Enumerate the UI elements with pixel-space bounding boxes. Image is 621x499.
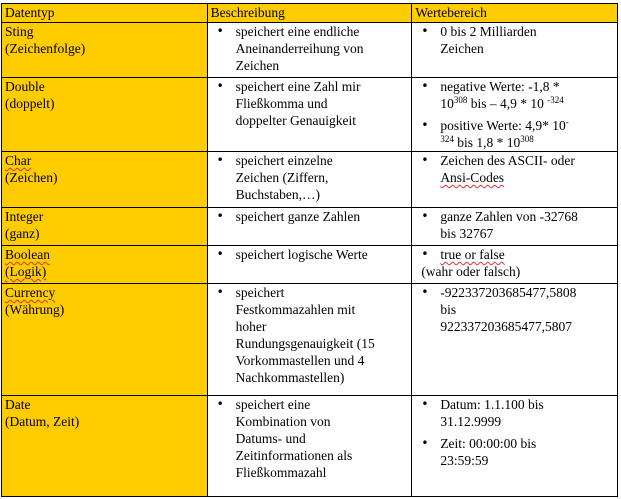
type-translation: (Datum, Zeit) bbox=[5, 414, 80, 429]
type-cell bbox=[2, 23, 208, 78]
description-cell bbox=[207, 23, 412, 78]
description-item: • speichert einzelne Zeichen (Ziffern, Buchstaben,…) bbox=[211, 152, 409, 203]
type-translation: (Währung) bbox=[5, 302, 65, 317]
range-cell bbox=[412, 152, 618, 208]
description-list bbox=[211, 152, 409, 203]
description-item: • speichert ganze Zahlen bbox=[211, 208, 409, 225]
table-row-double bbox=[2, 78, 618, 152]
type-name: Date bbox=[5, 397, 31, 412]
description-item: • speichert Festkommazahlen mit hoher Rundungsgenauigkeit (15 Vorkommastellen und 4 Nachkommastellen) bbox=[211, 284, 409, 386]
type-translation: (Zeichenfolge) bbox=[5, 41, 86, 56]
description-list bbox=[211, 246, 409, 263]
range-item: • Zeichen des ASCII- oder Ansi-Codes bbox=[415, 152, 614, 186]
range-list bbox=[415, 246, 614, 263]
type-name: Sting bbox=[5, 24, 34, 39]
range-cell bbox=[412, 208, 618, 246]
range-list bbox=[415, 152, 614, 186]
range-item-negative: • negative Werte: -1,8 * $10^{308}$ bis – 4,9 * 10 $^{-324}$ bbox=[415, 78, 614, 112]
range-list bbox=[415, 208, 614, 242]
description-cell bbox=[207, 208, 412, 246]
type-cell bbox=[2, 152, 208, 208]
description-list bbox=[211, 23, 409, 74]
type-name: Currency bbox=[5, 285, 56, 300]
type-cell bbox=[2, 78, 208, 152]
table-row-currency bbox=[2, 284, 618, 396]
datatype-table bbox=[1, 3, 618, 497]
table-row-boolean bbox=[2, 246, 618, 284]
description-cell bbox=[207, 78, 412, 152]
range-item-time: • Zeit: 00:00:00 bis 23:59:59 bbox=[415, 435, 614, 469]
range-cell bbox=[412, 78, 618, 152]
range-item: • 0 bis 2 Milliarden Zeichen bbox=[415, 23, 614, 57]
range-item: • -922337203685477,5808 bis 922337203685477,5807 bbox=[415, 284, 614, 335]
type-name: Double bbox=[5, 79, 45, 94]
description-item: • speichert logische Werte bbox=[211, 246, 409, 263]
header-datentyp: Datentyp bbox=[2, 4, 208, 23]
range-cell bbox=[412, 23, 618, 78]
description-item: • speichert eine endliche Aneinanderreihung von Zeichen bbox=[211, 23, 409, 74]
range-cell bbox=[412, 246, 618, 284]
type-name: Char bbox=[5, 153, 32, 168]
range-cell bbox=[412, 396, 618, 497]
description-list bbox=[211, 208, 409, 225]
range-list bbox=[415, 23, 614, 57]
range-item: • true or false bbox=[415, 246, 614, 263]
table-row-date bbox=[2, 396, 618, 497]
description-cell bbox=[207, 396, 412, 497]
range-item-date: • Datum: 1.1.100 bis 31.12.9999 bbox=[415, 396, 614, 430]
type-name: Boolean bbox=[5, 247, 50, 262]
description-list bbox=[211, 78, 409, 129]
range-list bbox=[415, 284, 614, 335]
description-cell bbox=[207, 246, 412, 284]
description-list bbox=[211, 396, 409, 481]
range-note: (wahr oder falsch) bbox=[421, 264, 521, 279]
range-list bbox=[415, 396, 614, 469]
table-row-string bbox=[2, 23, 618, 78]
table-row-integer bbox=[2, 208, 618, 246]
type-cell bbox=[2, 208, 208, 246]
description-item: • speichert eine Kombination von Datums- und Zeitinformationen als Fließkommazahl bbox=[211, 396, 409, 481]
description-item: • speichert eine Zahl mir Fließkomma und doppelter Genauigkeit bbox=[211, 78, 409, 129]
type-cell bbox=[2, 284, 208, 396]
type-translation: (Zeichen) bbox=[5, 170, 58, 185]
type-translation: (Logik) bbox=[5, 264, 47, 279]
description-list bbox=[211, 284, 409, 386]
table-row-char bbox=[2, 152, 618, 208]
type-translation: (doppelt) bbox=[5, 96, 55, 111]
header-beschreibung: Beschreibung bbox=[207, 4, 412, 23]
range-item-positive: • positive Werte: 4,9* 10- $^{324}$ bis $1,8 * 10^{308}$ bbox=[415, 117, 614, 151]
range-cell bbox=[412, 284, 618, 396]
type-name: Integer bbox=[5, 209, 44, 224]
range-list bbox=[415, 78, 614, 151]
type-translation: (ganz) bbox=[5, 226, 40, 241]
description-cell bbox=[207, 152, 412, 208]
header-row bbox=[2, 4, 618, 23]
header-wertebereich: Wertebereich bbox=[412, 4, 618, 23]
type-cell bbox=[2, 396, 208, 497]
range-item: • ganze Zahlen von -32768 bis 32767 bbox=[415, 208, 614, 242]
type-cell bbox=[2, 246, 208, 284]
description-cell bbox=[207, 284, 412, 396]
